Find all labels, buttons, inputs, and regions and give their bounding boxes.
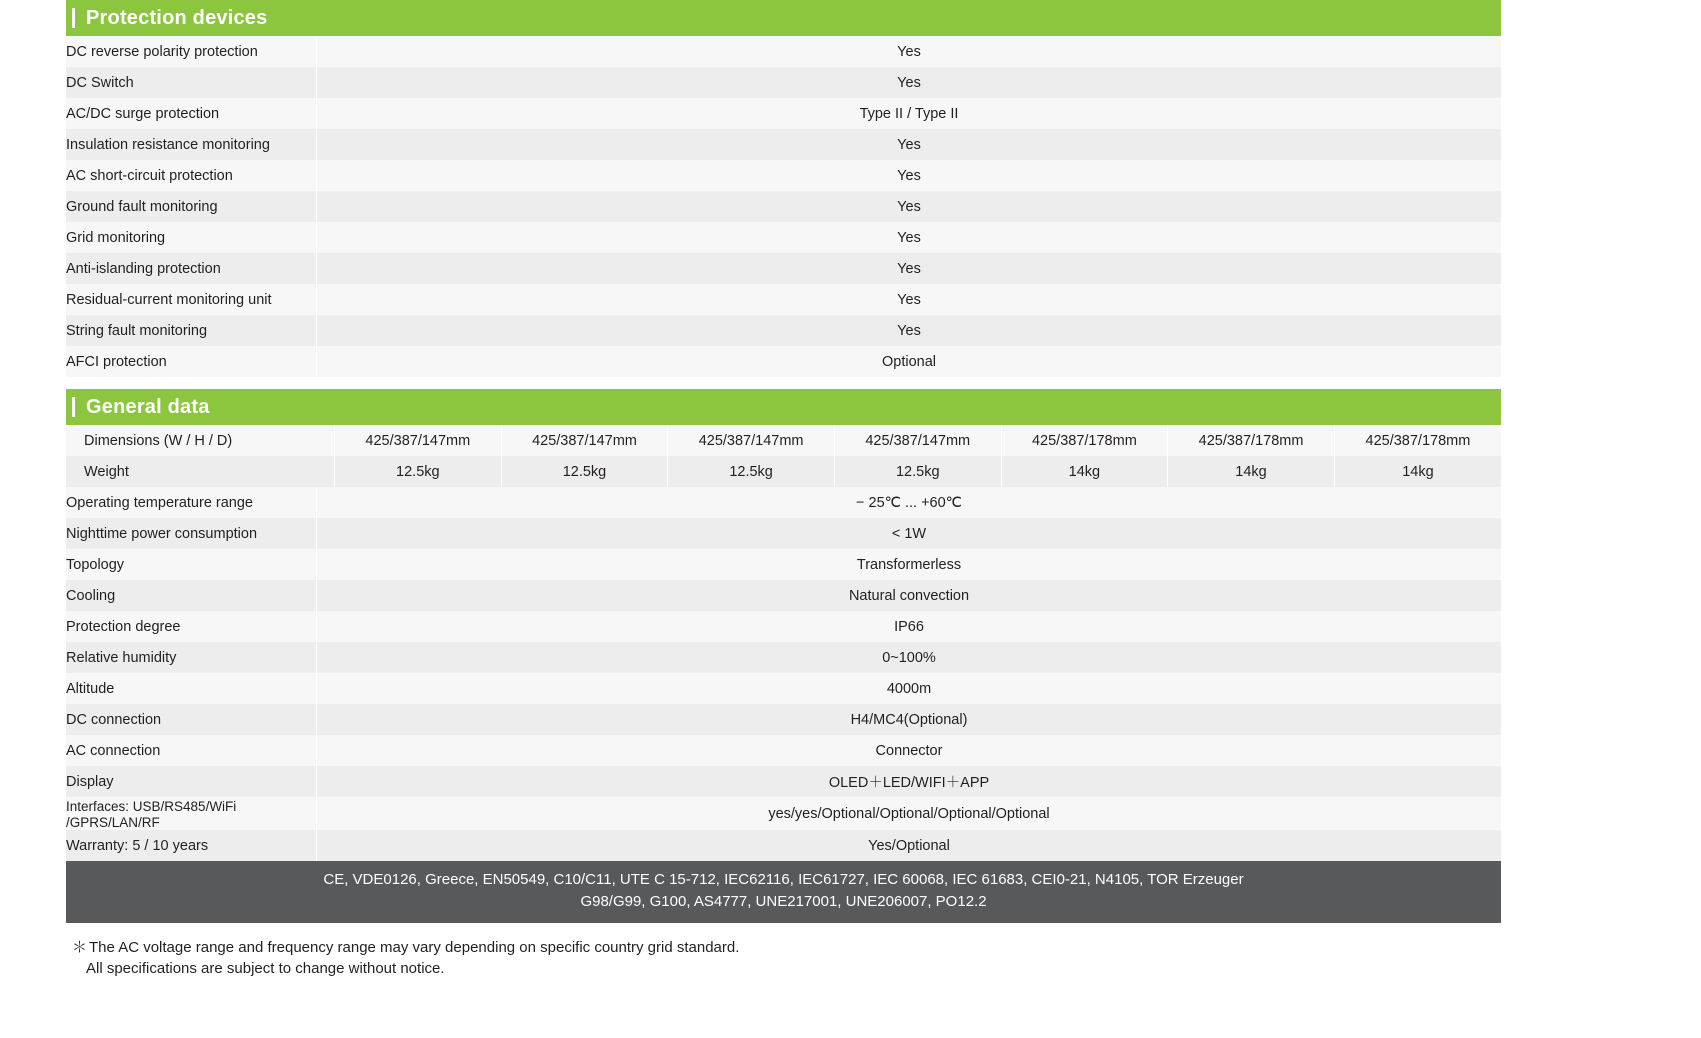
row-value: Yes — [317, 253, 1502, 284]
row-label: DC Switch — [66, 67, 317, 98]
row-value: Type II / Type II — [317, 98, 1502, 129]
table-row — [66, 425, 1501, 456]
row-value: yes/yes/Optional/Optional/Optional/Optional — [317, 797, 1502, 830]
row-label: Display — [66, 766, 317, 797]
row-label: Topology — [66, 549, 317, 580]
table-row — [66, 673, 1501, 704]
row-value: Yes — [317, 315, 1502, 346]
section-header-protection-devices — [66, 0, 1501, 36]
row-label: Weight — [66, 456, 335, 487]
row-value: H4/MC4(Optional) — [317, 704, 1502, 735]
row-label: Warranty: 5 / 10 years — [66, 830, 317, 861]
row-label: Interfaces: USB/RS485/WiFi /GPRS/LAN/RF — [66, 797, 317, 830]
protection-devices-table — [66, 36, 1501, 377]
row-cell: 425/387/178mm — [1168, 425, 1335, 456]
row-cell: 425/387/178mm — [1334, 425, 1501, 456]
row-value: OLED＋LED/WIFI＋APP — [317, 766, 1502, 797]
row-cell: 14kg — [1168, 456, 1335, 487]
table-row — [66, 735, 1501, 766]
table-row — [66, 129, 1501, 160]
table-row — [66, 160, 1501, 191]
row-cell: 12.5kg — [834, 456, 1001, 487]
table-row — [66, 346, 1501, 377]
row-label: Anti-islanding protection — [66, 253, 317, 284]
row-value: Natural convection — [317, 580, 1502, 611]
footnote-line-1 — [72, 937, 1501, 959]
table-row — [66, 766, 1501, 797]
row-label: Dimensions (W / H / D) — [66, 425, 335, 456]
row-label: Relative humidity — [66, 642, 317, 673]
certificates-line-1: CE, VDE0126, Greece, EN50549, C10/C11, UTE C 15-712, IEC62116, IEC61727, IEC 60068, IEC 61683, CEI0-21, N4105, TOR Erzeuger — [323, 871, 1244, 888]
table-row — [66, 642, 1501, 673]
row-value: Yes — [317, 191, 1502, 222]
row-value: IP66 — [317, 611, 1502, 642]
footnote-line-2 — [72, 958, 1501, 980]
row-value: Yes — [317, 284, 1502, 315]
table-row — [66, 549, 1501, 580]
row-value: 0~100% — [317, 642, 1502, 673]
table-row — [66, 830, 1501, 861]
row-value: Yes — [317, 160, 1502, 191]
row-label: Ground fault monitoring — [66, 191, 317, 222]
section-title: General data — [86, 396, 210, 418]
section-header-general-data — [66, 389, 1501, 425]
row-value: < 1W — [317, 518, 1502, 549]
footnote-text-1: The AC voltage range and frequency range may vary depending on specific country grid standard. — [89, 938, 740, 956]
table-row — [66, 797, 1501, 830]
row-value: Yes — [317, 36, 1502, 67]
row-label: AC connection — [66, 735, 317, 766]
table-row — [66, 253, 1501, 284]
table-row — [66, 36, 1501, 67]
general-data-dimensions-table — [66, 425, 1501, 487]
datasheet-sheet — [66, 0, 1501, 980]
row-label: String fault monitoring — [66, 315, 317, 346]
section-title: Protection devices — [86, 7, 268, 29]
row-label: Protection degree — [66, 611, 317, 642]
row-cell: 425/387/147mm — [668, 425, 835, 456]
table-row — [66, 611, 1501, 642]
row-label: Nighttime power consumption — [66, 518, 317, 549]
row-cell: 425/387/178mm — [1001, 425, 1168, 456]
row-label: Altitude — [66, 673, 317, 704]
asterisk-icon: ＊ — [72, 938, 88, 956]
row-value: Connector — [317, 735, 1502, 766]
certificates-line-2: G98/G99, G100, AS4777, UNE217001, UNE206007, PO12.2 — [580, 892, 987, 910]
table-row — [66, 191, 1501, 222]
footnote-text-2: All specifications are subject to change without notice. — [86, 960, 445, 978]
section-tick-icon — [72, 397, 75, 417]
table-row — [66, 456, 1501, 487]
row-label: Insulation resistance monitoring — [66, 129, 317, 160]
row-cell: 12.5kg — [335, 456, 502, 487]
row-value: Optional — [317, 346, 1502, 377]
table-row — [66, 315, 1501, 346]
row-cell: 14kg — [1334, 456, 1501, 487]
row-cell: 12.5kg — [668, 456, 835, 487]
table-row — [66, 67, 1501, 98]
table-row — [66, 704, 1501, 735]
row-label: AFCI protection — [66, 346, 317, 377]
general-data-table — [66, 487, 1501, 861]
row-value: − 25℃ ... +60℃ — [317, 487, 1502, 518]
table-row — [66, 518, 1501, 549]
footnotes — [66, 937, 1501, 981]
table-row — [66, 284, 1501, 315]
row-cell: 425/387/147mm — [834, 425, 1001, 456]
row-label: Operating temperature range — [66, 487, 317, 518]
section-tick-icon — [72, 8, 75, 28]
table-row — [66, 580, 1501, 611]
row-value: 4000m — [317, 673, 1502, 704]
row-value: Transformerless — [317, 549, 1502, 580]
row-value: Yes — [317, 222, 1502, 253]
row-label: Grid monitoring — [66, 222, 317, 253]
row-label: DC connection — [66, 704, 317, 735]
row-cell: 425/387/147mm — [335, 425, 502, 456]
row-label: AC/DC surge protection — [66, 98, 317, 129]
row-value: Yes — [317, 67, 1502, 98]
row-label: Residual-current monitoring unit — [66, 284, 317, 315]
certificates-bar — [66, 861, 1501, 923]
row-cell: 425/387/147mm — [501, 425, 668, 456]
row-value: Yes/Optional — [317, 830, 1502, 861]
table-row — [66, 98, 1501, 129]
table-row — [66, 487, 1501, 518]
row-label: DC reverse polarity protection — [66, 36, 317, 67]
row-cell: 12.5kg — [501, 456, 668, 487]
table-row — [66, 222, 1501, 253]
row-value: Yes — [317, 129, 1502, 160]
row-cell: 14kg — [1001, 456, 1168, 487]
row-label: AC short-circuit protection — [66, 160, 317, 191]
row-label: Cooling — [66, 580, 317, 611]
